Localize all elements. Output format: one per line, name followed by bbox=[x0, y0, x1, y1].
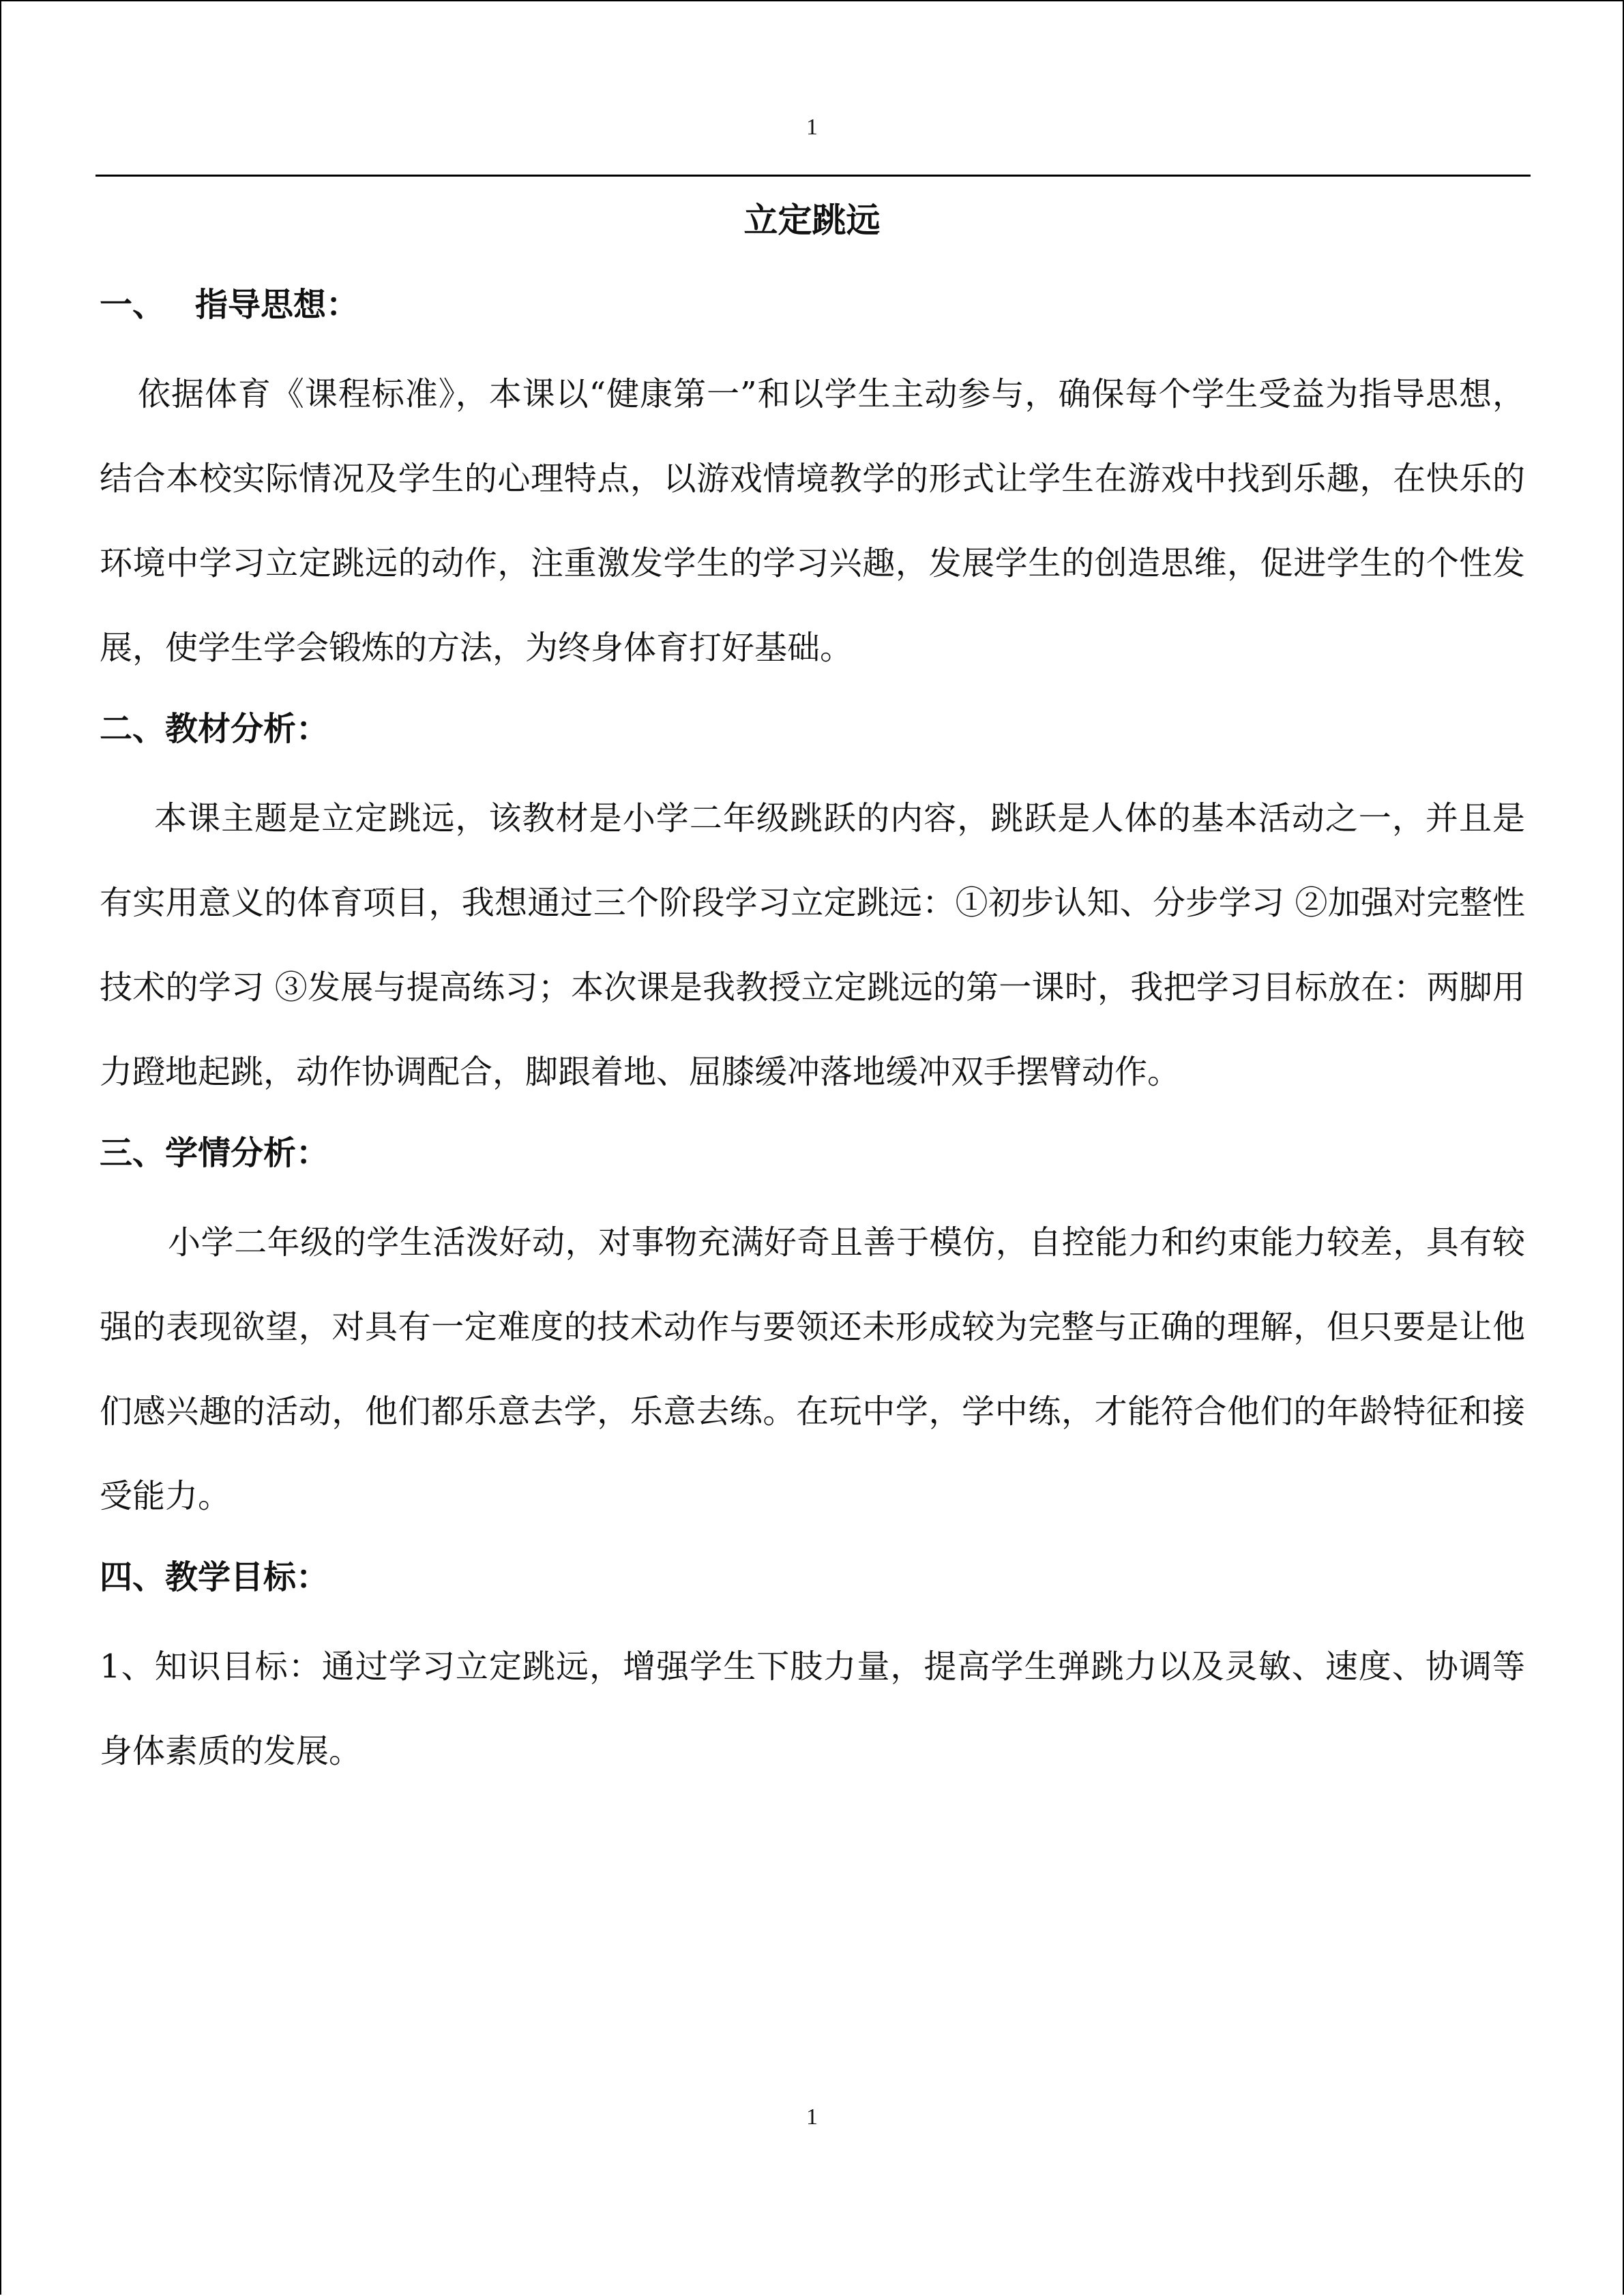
header-rule bbox=[95, 175, 1531, 177]
section-2-heading: 二、教材分析： bbox=[100, 710, 329, 748]
section-1-title: 指导思想： bbox=[195, 286, 359, 324]
section-1-paragraph: 依据体育《课程标准》，本课以“健康第一”和以学生主动参与，确保每个学生受益为指导思想，结合本校实际情况及学生的心理特点，以游戏情境教学的形式让学生在游戏中找到乐趣，在快乐的环境中学习立定跳远的动作，注重激发学生的学习兴趣，发展学生的创造思维，促进学生的个性发展，使学生学会锻炼的方法，为终身体育打好基础。 bbox=[100, 375, 1525, 667]
header-page-number: 1 bbox=[806, 115, 818, 140]
section-1-heading bbox=[100, 280, 1525, 330]
section-3-paragraph: 小学二年级的学生活泼好动，对事物充满好奇且善于模仿，自控能力和约束能力较差，具有较强的表现欲望，对具有一定难度的技术动作与要领还未形成较为完整与正确的理解，但只要是让他们感兴趣的活动，他们都乐意去学，乐意去练。在玩中学，学中练，才能符合他们的年龄特征和接受能力。 bbox=[100, 1223, 1525, 1515]
section-1-number: 一、 bbox=[100, 286, 166, 324]
document-body bbox=[100, 280, 1525, 1793]
section-4-heading: 四、教学目标： bbox=[100, 1558, 329, 1596]
document-title: 立定跳远 bbox=[743, 200, 881, 240]
section-3-heading: 三、学情分析： bbox=[100, 1134, 329, 1172]
section-2-paragraph: 本课主题是立定跳远，该教材是小学二年级跳跃的内容，跳跃是人体的基本活动之一，并且是有实用意义的体育项目，我想通过三个阶段学习立定跳远：①初步认知、分步学习 ②加强对完整性技术的学习 ③发展与提高练习；本次课是我教授立定跳远的第一课时，我把学习目标放在：两脚用力蹬地起跳，动作协调配合，脚跟着地、屈膝缓冲落地缓冲双手摆臂动作。 bbox=[100, 799, 1525, 1091]
footer-page-number: 1 bbox=[806, 2104, 818, 2130]
section-4-item-1: 1、知识目标：通过学习立定跳远，增强学生下肢力量，提高学生弹跳力以及灵敏、速度、协调等身体素质的发展。 bbox=[100, 1648, 1525, 1770]
